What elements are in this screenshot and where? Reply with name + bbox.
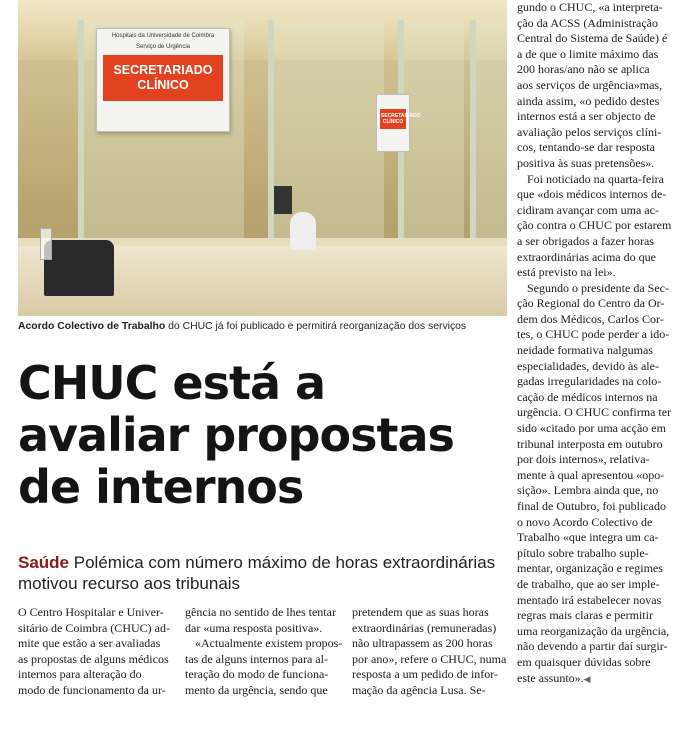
text-line: ainda assim, «o pedido destes	[517, 93, 660, 108]
text-line: internos está a ser objecto de	[517, 109, 656, 124]
text-line: mação da agência Lusa. Se-	[352, 682, 486, 697]
text-line: de trabalho, que ao ser imple-	[517, 576, 660, 591]
text-line: tribunal interposta em outubro	[517, 436, 663, 451]
headline-line: de internos	[18, 460, 304, 514]
text-line: Central do Sistema de Saúde) é	[517, 31, 668, 46]
text-line: Trabalho «que integra um ca-	[517, 530, 659, 545]
text-line: avaliação pelos serviços clíni-	[517, 124, 662, 139]
text-line: urgência. O CHUC confirma ter	[517, 405, 672, 420]
text-line: teração do modo de funciona-	[185, 667, 329, 682]
text-line: internos para alteração do	[18, 667, 142, 682]
text-line: as propostas de alguns médicos	[18, 651, 169, 666]
text-line: dem dos Médicos, Carlos Cor-	[517, 311, 664, 326]
text-line: ção contra o CHUC por estarem	[517, 218, 672, 233]
headline	[18, 357, 488, 513]
text-line: tas de alguns internos para al-	[185, 651, 328, 666]
text-line: «Actualmente existem propos-	[195, 636, 343, 651]
sign-small-text: SECRETARIADO CLÍNICO	[380, 109, 406, 129]
sign-subheader: Serviço de Urgência	[135, 44, 191, 50]
article-photo	[18, 0, 507, 316]
sign-main-text: SECRETARIADO CLÍNICO	[103, 55, 223, 101]
article-column-3	[352, 605, 510, 699]
text-line: cidiram avançar com uma ac-	[517, 202, 659, 217]
text-line: dar «uma resposta positiva».	[185, 620, 323, 635]
text-line: gência no sentido de lhes tentar	[185, 605, 336, 619]
text-line: sitário de Coimbra (CHUC) ad-	[18, 620, 170, 635]
text-line: Segundo o presidente da Sec-	[527, 280, 669, 295]
secretariado-sign	[96, 28, 230, 132]
text-line: não devendo a partir daí surgir-	[517, 639, 668, 654]
text-line: pítulo sobre trabalho suple-	[517, 545, 649, 560]
headline-line: CHUC está a	[18, 356, 326, 410]
text-line: final de Outubro, foi publicado	[517, 499, 666, 513]
text-line: mite que estão a ser avaliadas	[18, 636, 161, 651]
text-line: pretendem que as suas horas	[352, 605, 489, 619]
text-line: sido «citado por uma acção em	[517, 421, 666, 436]
text-line: cos, tentando-se dar resposta	[517, 140, 655, 155]
text-line: ção Regional do Centro da Or-	[517, 296, 665, 311]
article-column-4	[517, 0, 679, 688]
text-line: tes, o CHUC pode perder a ido-	[517, 327, 670, 342]
text-line: gadas irregularidades na colo-	[517, 374, 662, 389]
text-line: mentar, organização e regimes	[517, 561, 663, 576]
text-line: gundo o CHUC, «a interpreta-	[517, 0, 663, 14]
subhead-text: Polémica com número máximo de horas extraordinárias motivou recurso aos tribunais	[18, 553, 496, 593]
text-line: extraordinárias (remuneradas)	[352, 620, 497, 635]
text-line: sição». Lembra ainda que, no	[517, 483, 659, 498]
text-line: mentado irá estabelecer novas	[517, 592, 662, 607]
text-line: uma reorganização da urgência,	[517, 623, 670, 638]
text-line: aos serviços de urgência»mas,	[517, 77, 663, 92]
text-line: ção da ACSS (Administração	[517, 15, 658, 30]
text-line: está previsto na lei».	[517, 265, 616, 280]
caption-bold: Acordo Colectivo de Trabalho	[18, 321, 166, 332]
text-line: que «dois médicos internos de-	[517, 187, 667, 202]
text-line: mente à qual apresentou «opo-	[517, 467, 665, 482]
photo-caption	[18, 321, 508, 332]
text-line: cação de médicos internos na	[517, 389, 658, 404]
office-chair	[44, 240, 114, 296]
section-kicker: Saúde	[18, 553, 70, 572]
text-line-last	[517, 671, 679, 689]
text-line: positiva às suas pretensões».	[517, 155, 655, 170]
article-column-2	[185, 605, 345, 699]
glass-partition	[470, 20, 507, 240]
text-line: mento da urgência, sendo que	[185, 682, 328, 697]
text-line: modo de funcionamento da ur-	[18, 682, 166, 697]
text-line: o novo Acordo Colectivo de	[517, 514, 653, 529]
headline-line: avaliar propostas	[18, 408, 454, 462]
text-line: por ano», refere o CHUC, numa	[352, 651, 507, 666]
text-line: não ultrapassem as 200 horas	[352, 636, 493, 651]
text-line: especialidades, devido às ale-	[517, 358, 659, 373]
text-line: por dois internos», relativa-	[517, 452, 650, 467]
text-line: a ser obrigados a fazer horas	[517, 233, 654, 248]
text-line: resposta a um pedido de infor-	[352, 667, 499, 682]
sign-header: Hospitais da Universidade de Coimbra	[111, 33, 215, 39]
staff-person	[290, 212, 316, 250]
text-line: neidade formativa nalgumas	[517, 343, 653, 358]
secretariado-sign-small	[376, 94, 421, 152]
text-line: a de que o limite máximo das	[517, 46, 659, 61]
text-line: regras mais claras e permitir	[517, 608, 653, 623]
text-line: O Centro Hospitalar e Univer-	[18, 605, 164, 619]
text-line-end: este assunto».	[517, 670, 584, 685]
computer-monitor	[274, 186, 292, 214]
text-line: 200 horas/ano não se aplica	[517, 62, 650, 77]
caption-text: do CHUC já foi publicado e permitirá reorganização dos serviços	[165, 321, 467, 332]
water-bottle	[40, 228, 52, 260]
end-of-article-icon: ◀	[583, 674, 591, 685]
text-line: extraordinárias acima do que	[517, 249, 656, 264]
text-line: Foi noticiado na quarta-feira	[527, 171, 664, 186]
text-line: em quaisquer dúvidas sobre	[517, 654, 651, 669]
article-column-1	[18, 605, 178, 699]
subheadline	[18, 552, 498, 594]
